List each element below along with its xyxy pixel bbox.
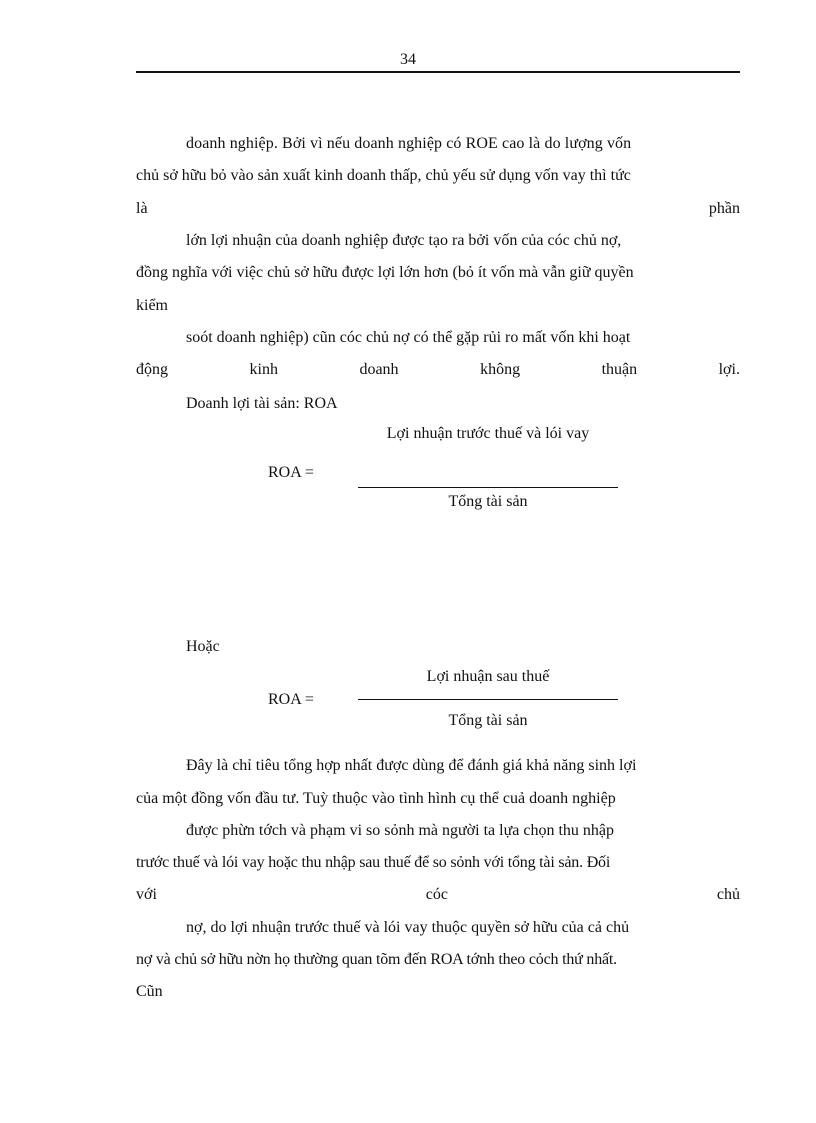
text-word: động — [136, 361, 168, 378]
text-word: là — [136, 200, 148, 217]
text-line: của một đồng vốn đầu tư. Tuỳ thuộc vào tình hình cụ thể cuả doanh nghiệp — [136, 790, 616, 807]
paragraph-line — [136, 262, 740, 284]
formula-numerator: Lợi nhuận sau thuế — [426, 668, 550, 685]
text-line: trước thuế và lói vay hoặc thu nhập sau thuế để so sỏnh với tổng tài sản. Đối — [136, 854, 611, 871]
text-line: kiểm — [136, 297, 168, 314]
text-word: thuận — [601, 361, 638, 378]
text-word: kinh — [249, 361, 278, 378]
fraction-bar — [358, 487, 618, 488]
text-line: đồng nghĩa với việc chủ sở hữu được lợi lớn hơn (bỏ ít vốn mà vẫn giữ quyền — [136, 264, 634, 281]
paragraph-line — [136, 981, 740, 1003]
formula-numerator: Lợi nhuận trước thuế và lói vay — [386, 425, 590, 442]
paragraph-line — [186, 755, 740, 777]
text-word: cóc — [425, 886, 448, 903]
text-word: không — [480, 361, 521, 378]
text-line: Đây là chỉ tiêu tổng hợp nhất được dùng để đánh giá khả năng sinh lợi — [186, 757, 637, 774]
fraction-bar — [358, 699, 618, 700]
or-text: Hoặc — [186, 638, 220, 655]
paragraph-line — [136, 198, 740, 220]
text-line: được phừn tớch và phạm vi so sỏnh mà người ta lựa chọn thu nhập — [186, 822, 614, 839]
text-line: nợ và chủ sở hữu nờn họ thường quan tõm đến ROA tớnh theo cỏch thứ nhất. — [136, 951, 617, 968]
paragraph-line — [186, 133, 740, 155]
text-word: chủ — [716, 886, 740, 903]
text-word: lợi. — [718, 361, 740, 378]
text-line: chủ sở hữu bỏ vào sản xuất kinh doanh thấp, chủ yếu sử dụng vốn vay thì tức — [136, 167, 631, 184]
text-line: lớn lợi nhuận của doanh nghiệp được tạo ra bởi vốn của cóc chủ nợ, — [186, 232, 622, 249]
text-word: với — [136, 886, 157, 903]
page-number: 34 — [400, 51, 416, 68]
paragraph-line — [186, 917, 740, 939]
paragraph-line — [136, 165, 740, 187]
roa-heading: Doanh lợi tài sản: ROA — [186, 395, 338, 412]
paragraph-line — [136, 359, 740, 381]
text-line: soót doanh nghiệp) cũn cóc chủ nợ có thể gặp rủi ro mất vốn khi hoạt — [186, 329, 631, 346]
text-line: doanh nghiệp. Bởi vì nếu doanh nghiệp có ROE cao là do lượng vốn — [186, 135, 632, 152]
text-line: Cũn — [136, 983, 163, 1000]
text-line: nợ, do lợi nhuận trước thuế và lói vay thuộc quyền sở hữu của cả chủ — [186, 919, 630, 936]
formula-denominator: Tổng tài sản — [448, 712, 528, 729]
paragraph-line — [136, 852, 740, 874]
paragraph-line — [186, 820, 740, 842]
paragraph-line — [136, 788, 740, 810]
text-word: doanh — [359, 361, 399, 378]
header-rule — [136, 71, 740, 73]
paragraph-line — [136, 295, 740, 317]
text-word: phần — [708, 200, 740, 217]
paragraph-line — [186, 327, 740, 349]
formula-denominator: Tổng tài sản — [448, 493, 528, 510]
paragraph-line — [186, 230, 740, 252]
formula-label: ROA = — [268, 691, 314, 708]
formula-label: ROA = — [268, 464, 314, 481]
paragraph-line — [136, 884, 740, 906]
paragraph-line — [136, 949, 740, 971]
